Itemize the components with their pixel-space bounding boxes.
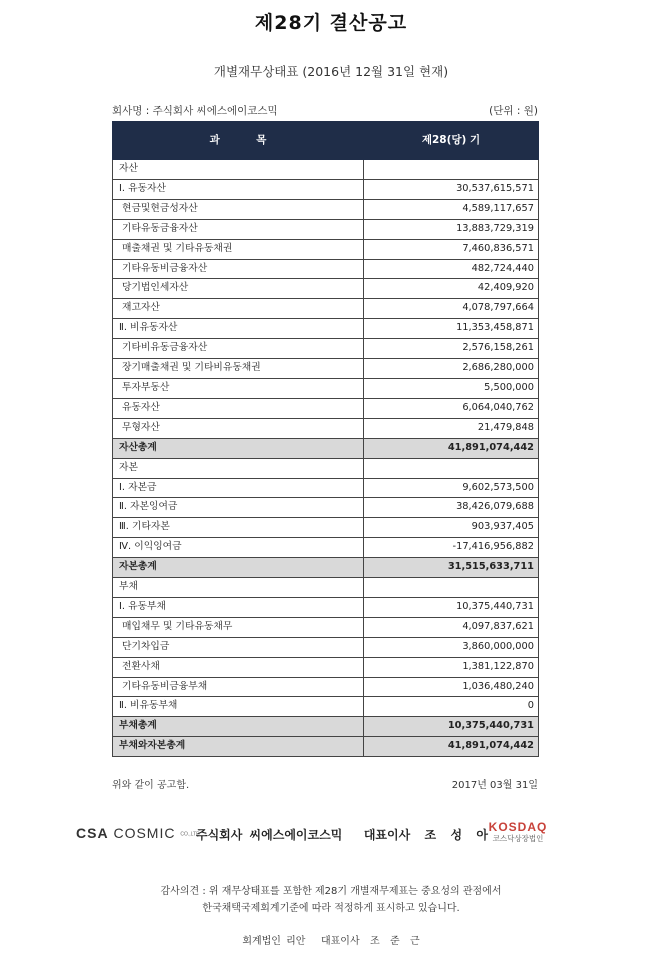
section-row: [113, 458, 539, 478]
table-row: [113, 518, 539, 538]
amount-cell: 4,589,117,657: [364, 199, 539, 219]
amount-cell: 1,036,480,240: [364, 677, 539, 697]
audit-opinion-line-1: 감사의견 : 위 재무상태표를 포함한 제28기 개별재무제표는 중요성의 관점에서: [160, 886, 502, 897]
account-name-cell: 기타유동비금융자산: [113, 259, 364, 279]
table-row: [113, 418, 539, 438]
amount-cell: 5,500,000: [364, 378, 539, 398]
table-row: [113, 279, 539, 299]
section-row: [113, 578, 539, 598]
table-row: [113, 219, 539, 239]
account-name-cell: Ⅰ. 유동자산: [113, 179, 364, 199]
account-name-cell: 자산: [113, 160, 364, 180]
page-title: 제28기 결산공고: [254, 12, 408, 34]
amount-cell: 2,576,158,261: [364, 339, 539, 359]
balance-sheet-table: [112, 121, 539, 757]
table-row: [113, 339, 539, 359]
account-name-cell: 부채: [113, 578, 364, 598]
amount-cell: 7,460,836,571: [364, 239, 539, 259]
kosdaq-caption: 코스닥상장법인: [492, 834, 544, 843]
account-name-cell: 전환사채: [113, 657, 364, 677]
amount-cell: 482,724,440: [364, 259, 539, 279]
table-row: [113, 259, 539, 279]
account-name-cell: 당기법인세자산: [113, 279, 364, 299]
account-name-cell: 기타비유동금융자산: [113, 339, 364, 359]
auditor-signature: 회계법인 리안 대표이사 조 준 근: [242, 936, 420, 947]
table-row: [113, 697, 539, 717]
table-row: [113, 498, 539, 518]
account-name-cell: 재고자산: [113, 299, 364, 319]
account-name-cell: 투자부동산: [113, 378, 364, 398]
logo-cosmic-text: COSMIC: [113, 825, 176, 841]
account-name-cell: 기타유동금융자산: [113, 219, 364, 239]
account-name-cell: 자본: [113, 458, 364, 478]
table-row: [113, 319, 539, 339]
amount-cell: [364, 160, 539, 180]
table-header-row: [113, 122, 539, 160]
csa-cosmic-logo: [76, 825, 200, 841]
header-item-cell: 과 목: [113, 122, 364, 160]
table-row: [113, 617, 539, 637]
statement-subtitle: 개별재무상태표 (2016년 12월 31일 현재): [213, 64, 449, 79]
amount-cell: 13,883,729,319: [364, 219, 539, 239]
table-row: [113, 179, 539, 199]
amount-cell: 21,479,848: [364, 418, 539, 438]
table-row: [113, 398, 539, 418]
amount-cell: [364, 578, 539, 598]
account-name-cell: 자산총계: [113, 438, 364, 458]
amount-cell: 903,937,405: [364, 518, 539, 538]
table-row: [113, 657, 539, 677]
account-name-cell: Ⅰ. 자본금: [113, 478, 364, 498]
account-name-cell: 단기차입금: [113, 637, 364, 657]
amount-cell: -17,416,956,882: [364, 538, 539, 558]
logo-coltd-text: CO.,LTD: [180, 831, 200, 838]
amount-cell: [364, 458, 539, 478]
amount-cell: 9,602,573,500: [364, 478, 539, 498]
total-row: [113, 558, 539, 578]
amount-cell: 10,375,440,731: [364, 597, 539, 617]
table-row: [113, 359, 539, 379]
header-period-cell: 제28(당) 기: [364, 122, 539, 160]
account-name-cell: Ⅱ. 비유동부채: [113, 697, 364, 717]
table-row: [113, 378, 539, 398]
amount-cell: 11,353,458,871: [364, 319, 539, 339]
notice-statement: 위와 같이 공고함.: [112, 780, 190, 791]
account-name-cell: Ⅱ. 비유동자산: [113, 319, 364, 339]
amount-cell: 1,381,122,870: [364, 657, 539, 677]
amount-cell: 41,891,074,442: [364, 438, 539, 458]
account-name-cell: 장기매출채권 및 기타비유동채권: [113, 359, 364, 379]
kosdaq-name: KOSDAQ: [488, 820, 548, 834]
table-row: [113, 478, 539, 498]
company-name-line: 회사명 : 주식회사 씨에스에이코스믹: [112, 105, 278, 117]
total-row: [113, 737, 539, 757]
total-row: [113, 438, 539, 458]
amount-cell: 30,537,615,571: [364, 179, 539, 199]
table-row: [113, 637, 539, 657]
amount-cell: 10,375,440,731: [364, 717, 539, 737]
amount-cell: 6,064,040,762: [364, 398, 539, 418]
amount-cell: 38,426,079,688: [364, 498, 539, 518]
table-row: [113, 538, 539, 558]
account-name-cell: Ⅱ. 자본잉여금: [113, 498, 364, 518]
amount-cell: 4,078,797,664: [364, 299, 539, 319]
unit-label: (단위 : 원): [489, 105, 538, 117]
amount-cell: 31,515,633,711: [364, 558, 539, 578]
amount-cell: 41,891,074,442: [364, 737, 539, 757]
notice-date: 2017년 03월 31일: [451, 780, 538, 791]
account-name-cell: 자본총계: [113, 558, 364, 578]
account-name-cell: Ⅳ. 이익잉여금: [113, 538, 364, 558]
account-name-cell: Ⅲ. 기타자본: [113, 518, 364, 538]
account-name-cell: 부채와자본총계: [113, 737, 364, 757]
account-name-cell: 매출채권 및 기타유동채권: [113, 239, 364, 259]
account-name-cell: 유동자산: [113, 398, 364, 418]
account-name-cell: 부채총계: [113, 717, 364, 737]
account-name-cell: 무형자산: [113, 418, 364, 438]
table-row: [113, 677, 539, 697]
audit-opinion-line-2: 한국채택국제회계기준에 따라 적정하게 표시하고 있습니다.: [202, 903, 460, 914]
amount-cell: 3,860,000,000: [364, 637, 539, 657]
company-signature: 주식회사 씨에스에이코스믹 대표이사 조 성 아: [196, 828, 489, 842]
section-row: [113, 160, 539, 180]
account-name-cell: 기타유동비금융부채: [113, 677, 364, 697]
account-name-cell: 현금및현금성자산: [113, 199, 364, 219]
table-row: [113, 299, 539, 319]
table-row: [113, 239, 539, 259]
amount-cell: 2,686,280,000: [364, 359, 539, 379]
amount-cell: 42,409,920: [364, 279, 539, 299]
logo-csa-text: CSA: [76, 825, 109, 841]
total-row: [113, 717, 539, 737]
table-row: [113, 199, 539, 219]
account-name-cell: Ⅰ. 유동부채: [113, 597, 364, 617]
kosdaq-logo: [482, 821, 554, 844]
table-row: [113, 597, 539, 617]
amount-cell: 0: [364, 697, 539, 717]
amount-cell: 4,097,837,621: [364, 617, 539, 637]
account-name-cell: 매입채무 및 기타유동채무: [113, 617, 364, 637]
